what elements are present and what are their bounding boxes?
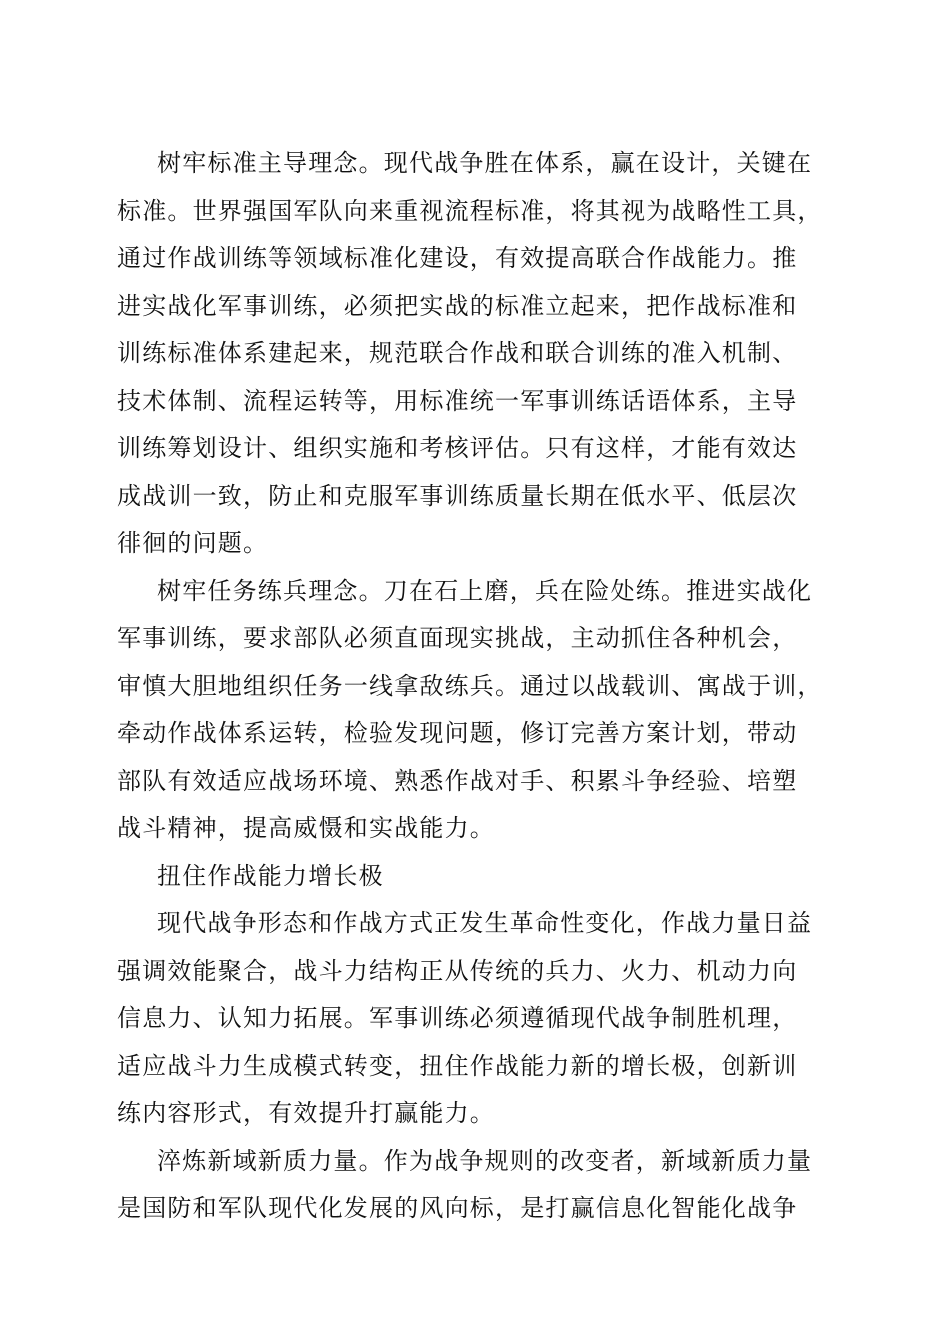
text-line-6: 技术体制、流程运转等，用标准统一军事训练话语体系，主导 xyxy=(117,386,798,415)
text-line-3: 通过作战训练等领域标准化建设，有效提高联合作战能力。推 xyxy=(117,244,798,272)
text-line-19: 信息力、认知力拓展。军事训练必须遵循现代战争制胜机理， xyxy=(117,1004,798,1032)
text-line-13: 牵动作战体系运转，检验发现问题，修订完善方案计划，带动 xyxy=(117,719,798,747)
text-line-2: 标准。世界强国军队向来重视流程标准，将其视为战略性工具， xyxy=(117,196,823,225)
text-line-8: 成战训一致，防止和克服军事训练质量长期在低水平、低层次 xyxy=(117,481,798,510)
text-line-12: 审慎大胆地组织任务一线拿敌练兵。通过以战载训、寓战于训， xyxy=(117,671,823,700)
text-line-10: 树牢任务练兵理念。刀在石上磨，兵在险处练。推进实战化 xyxy=(157,576,813,605)
text-line-17: 现代战争形态和作战方式正发生革命性变化，作战力量日益 xyxy=(157,909,813,937)
text-line-7: 训练筹划设计、组织实施和考核评估。只有这样，才能有效达 xyxy=(117,434,798,462)
text-line-23: 是国防和军队现代化发展的风向标，是打赢信息化智能化战争 xyxy=(117,1194,798,1222)
text-line-18: 强调效能聚合，战斗力结构正从传统的兵力、火力、机动力向 xyxy=(117,956,798,985)
text-line-14: 部队有效适应战场环境、熟悉作战对手、积累斗争经验、培塑 xyxy=(117,766,798,795)
document-body xyxy=(117,140,833,1233)
text-line-21: 练内容形式，有效提升打赢能力。 xyxy=(117,1099,495,1127)
text-line-22: 淬炼新域新质力量。作为战争规则的改变者，新域新质力量 xyxy=(157,1146,813,1175)
section-heading: 扭住作战能力增长极 xyxy=(157,861,384,890)
text-line-20: 适应战斗力生成模式转变，扭住作战能力新的增长极，创新训 xyxy=(117,1051,798,1080)
text-line-11: 军事训练，要求部队必须直面现实挑战，主动抓住各种机会， xyxy=(117,624,798,652)
text-line-9: 徘徊的问题。 xyxy=(117,529,269,557)
text-line-15: 战斗精神，提高威慑和实战能力。 xyxy=(117,814,495,842)
text-line-1: 树牢标准主导理念。现代战争胜在体系，赢在设计，关键在 xyxy=(157,149,813,177)
text-line-4: 进实战化军事训练，必须把实战的标准立起来，把作战标准和 xyxy=(117,291,798,320)
text-line-5: 训练标准体系建起来，规范联合作战和联合训练的准入机制、 xyxy=(117,339,798,367)
